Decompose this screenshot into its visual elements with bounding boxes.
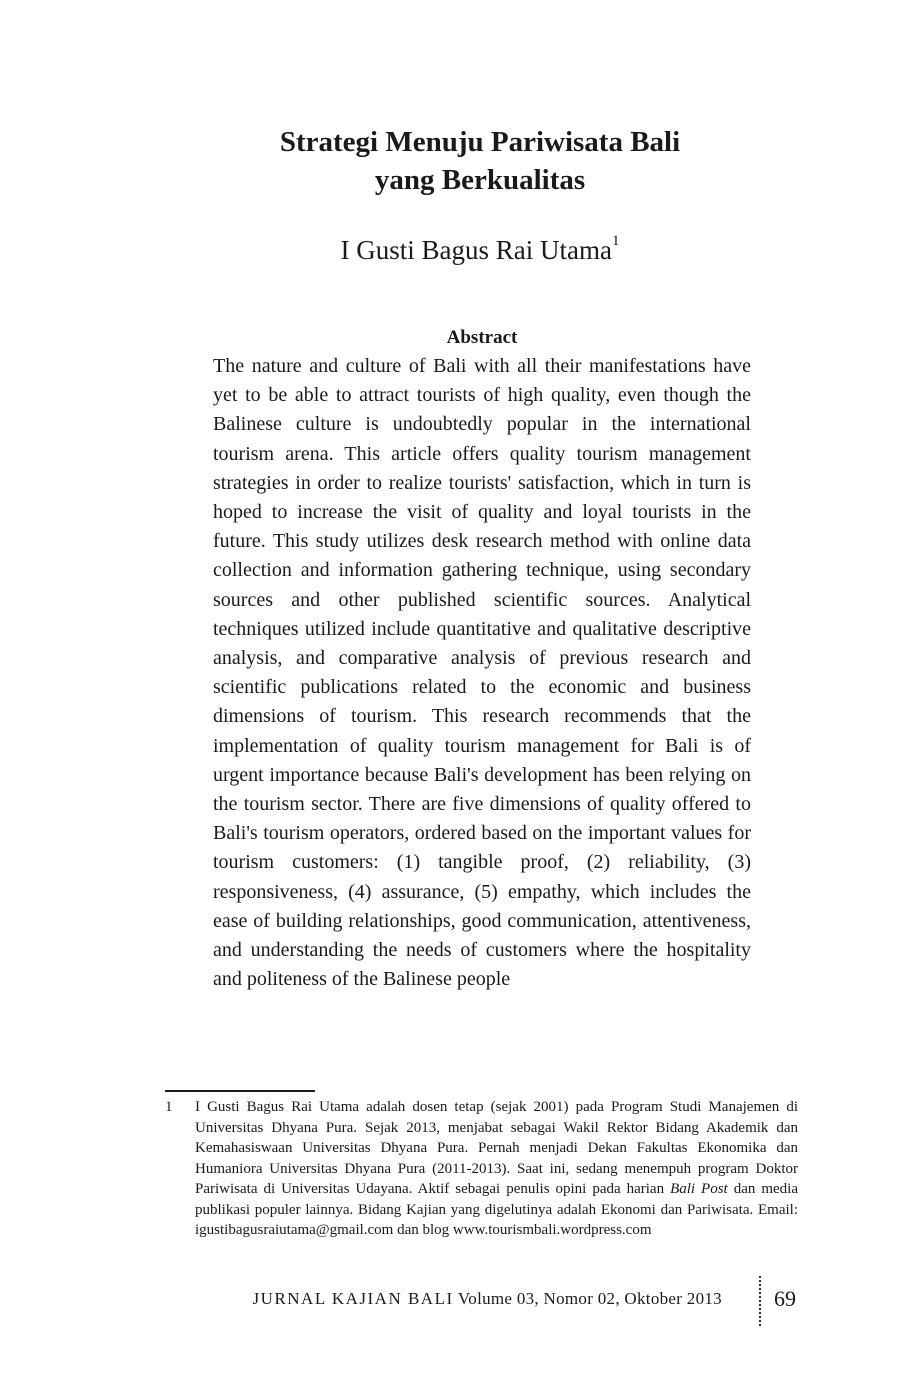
footnote-number: 1 <box>165 1099 173 1115</box>
footnote <box>165 1097 798 1241</box>
journal-name: JURNAL KAJIAN BALI <box>252 1289 454 1308</box>
page-number: 69 <box>774 1286 796 1311</box>
author-byline <box>160 228 800 267</box>
author-footnote-marker: 1 <box>611 233 620 249</box>
running-footer <box>253 1288 722 1310</box>
footnote-text-part-2: dan media publikasi populer lainnya. Bidang Kajian yang digelutinya adalah Ekonomi dan Pariwisata. Email: igustibagusraiutama@gmail.com dan blog www.tourismbali.wordpress.com <box>195 1181 798 1238</box>
article-title-line-1: Strategi Menuju Pariwisata Bali <box>279 126 681 158</box>
abstract-body: The nature and culture of Bali with all their manifestations have yet to be able to attract tourists of high quality, even though the Balinese culture is undoubtedly popular in the international tourism arena. This article offers quality tourism management strategies in order to realize tourists' satisfaction, which in turn is hoped to increase the visit of quality and loyal tourists in the future. This study utilizes desk research method with online data collection and information gathering technique, using secondary sources and other published scientific sources. Analytical techniques utilized include quantitative and qualitative descriptive analysis, and comparative analysis of previous research and scientific publications related to the economic and business dimensions of tourism. This research recommends that the implementation of quality tourism management for Bali is of urgent importance because Bali's development has been relying on the tourism sector. There are five dimensions of quality offered to Bali's tourism operators, ordered based on the important values for tourism customers: (1) tangible proof, (2) reliability, (3) responsiveness, (4) assurance, (5) empathy, which includes the ease of building relationships, good communication, attentiveness, and understanding the needs of customers where the hospitality and politeness of the Balinese people <box>213 355 751 991</box>
footnote-text-part-1: I Gusti Bagus Rai Utama adalah dosen tetap (sejak 2001) pada Program Studi Manajemen di Universitas Dhyana Pura. Sejak 2013, menjabat sebagai Wakil Rektor Bidang Akademik dan Kemahasiswaan Universitas Dhyana Pura. Pernah menjadi Dekan Fakultas Ekonomika dan Humaniora Universitas Dhyana Pura (2011-2013). Saat ini, sedang menempuh program Doktor Pariwisata di Universitas Udayana. Aktif sebagai penulis opini pada harian <box>195 1099 798 1197</box>
article-title <box>160 123 800 199</box>
footnote-separator <box>165 1090 315 1092</box>
abstract-heading: Abstract <box>446 327 518 348</box>
author-name: I Gusti Bagus Rai Utama <box>340 235 612 265</box>
article-title-line-2: yang Berkualitas <box>374 164 586 196</box>
footnote-italic-newspaper: Bali Post <box>670 1181 728 1197</box>
journal-issue: Volume 03, Nomor 02, Oktober 2013 <box>457 1289 722 1308</box>
footer-divider <box>759 1276 761 1326</box>
footnote-body <box>195 1097 798 1241</box>
